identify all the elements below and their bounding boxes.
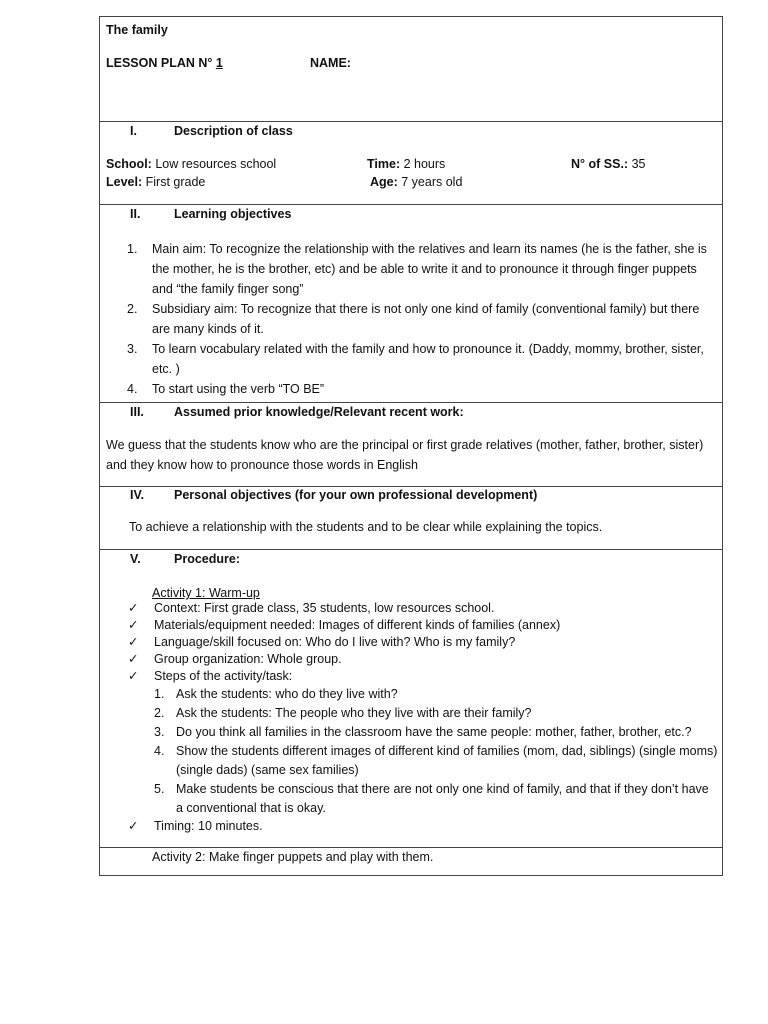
- checklist-item: [128, 617, 718, 634]
- step-number: 1.: [154, 687, 165, 701]
- lesson-plan-number: 1: [215, 56, 223, 70]
- section-heading: Assumed prior knowledge/Relevant recent work:: [174, 405, 464, 419]
- checkmark-icon: ✓: [128, 635, 139, 649]
- objective-number: 2.: [127, 302, 138, 316]
- section-numeral: II.: [130, 207, 141, 221]
- step-item: [154, 780, 718, 818]
- step-item: [154, 704, 718, 723]
- objective-text: To start using the verb “TO BE”: [152, 382, 325, 396]
- level-label: Level:: [106, 175, 143, 189]
- age-field: [370, 175, 462, 189]
- lesson-plan-label-text: LESSON PLAN N°: [106, 56, 216, 70]
- lesson-plan-table: [99, 16, 723, 876]
- language-text: Language/skill focused on: Who do I live with? Who is my family?: [154, 635, 516, 649]
- objective-item: [127, 299, 719, 339]
- objectives-list: [127, 239, 719, 399]
- procedure-section: [100, 550, 722, 848]
- section-heading: Learning objectives: [174, 207, 292, 221]
- step-text: Ask the students: The people who they live with are their family?: [176, 706, 532, 720]
- step-number: 4.: [154, 744, 165, 758]
- lesson-title: The family: [106, 23, 168, 37]
- timing-text: Timing: 10 minutes.: [154, 819, 263, 833]
- objective-number: 3.: [127, 342, 138, 356]
- checklist-item: [128, 651, 718, 668]
- students-count-value: 35: [628, 157, 646, 171]
- step-item: [154, 742, 718, 780]
- objective-text: Main aim: To recognize the relationship with the relatives and learn its names (he is the father, she is the mother, he is the brother, etc) and be able to write it and to pronounce it through finger puppets and “the family finger song”: [152, 242, 707, 296]
- checklist-item: [128, 818, 718, 835]
- objective-item: [127, 239, 719, 299]
- activity-1-checklist: [128, 600, 718, 835]
- step-item: [154, 723, 718, 742]
- step-text: Ask the students: who do they live with?: [176, 687, 398, 701]
- objectives-section: [100, 205, 722, 403]
- school-label: School:: [106, 157, 152, 171]
- personal-objectives-text: To achieve a relationship with the students and to be clear while explaining the topics.: [129, 520, 603, 534]
- objective-number: 1.: [127, 242, 138, 256]
- step-number: 5.: [154, 782, 165, 796]
- level-field: [106, 175, 205, 189]
- lesson-plan-label: [106, 56, 223, 70]
- time-label: Time:: [367, 157, 401, 171]
- section-heading: Description of class: [174, 124, 293, 138]
- school-value: Low resources school: [151, 157, 277, 171]
- section-numeral: III.: [130, 405, 144, 419]
- step-item: [154, 685, 718, 704]
- step-number: 3.: [154, 725, 165, 739]
- age-label: Age:: [370, 175, 398, 189]
- step-text: Do you think all families in the classroom have the same people: mother, father, brother, etc.?: [176, 725, 692, 739]
- checkmark-icon: ✓: [128, 618, 139, 632]
- time-value: 2 hours: [400, 157, 446, 171]
- steps-label: Steps of the activity/task:: [154, 669, 293, 683]
- section-numeral: IV.: [130, 488, 145, 502]
- level-value: First grade: [142, 175, 206, 189]
- objective-text: Subsidiary aim: To recognize that there is not only one kind of family (conventional family) but there are many kinds of it.: [152, 302, 700, 336]
- context-text: Context: First grade class, 35 students, low resources school.: [154, 601, 495, 615]
- group-text: Group organization: Whole group.: [154, 652, 342, 666]
- age-value: 7 years old: [397, 175, 463, 189]
- objective-item: [127, 379, 719, 399]
- prior-knowledge-section: [100, 403, 722, 487]
- personal-objectives-section: [100, 487, 722, 550]
- activity-2-section: [100, 848, 722, 877]
- objective-text: To learn vocabulary related with the family and how to pronounce it. (Daddy, mommy, brother, sister, etc. ): [152, 342, 704, 376]
- section-heading: Procedure:: [174, 552, 240, 566]
- students-count-label: N° of SS.:: [571, 157, 629, 171]
- prior-knowledge-text: We guess that the students know who are the principal or first grade relatives (mother, father, brother, sister) and they know how to pronounce those words in English: [106, 438, 704, 472]
- checkmark-icon: ✓: [128, 652, 139, 666]
- checkmark-icon: ✓: [128, 601, 139, 615]
- header-section: [100, 17, 722, 122]
- step-text: Show the students different images of different kind of families (mom, dad, siblings) (single moms) (single dads) (same sex families): [176, 744, 718, 777]
- checkmark-icon: ✓: [128, 669, 139, 683]
- step-text: Make students be conscious that there are not only one kind of family, and that if they don’t have a conventional that is okay.: [176, 782, 709, 815]
- objective-number: 4.: [127, 382, 138, 396]
- checkmark-icon: ✓: [128, 819, 139, 833]
- checklist-item: [128, 668, 718, 685]
- activity-1-title: Activity 1: Warm-up: [152, 586, 260, 600]
- activity-2-text: Activity 2: Make finger puppets and play with them.: [152, 850, 434, 864]
- checklist-item: [128, 600, 718, 617]
- name-label: NAME:: [310, 56, 351, 70]
- objective-item: [127, 339, 719, 379]
- section-heading: Personal objectives (for your own professional development): [174, 488, 538, 502]
- steps-list: [128, 685, 718, 818]
- materials-text: Materials/equipment needed: Images of different kinds of families (annex): [154, 618, 561, 632]
- section-numeral: I.: [130, 124, 137, 138]
- students-count-field: [571, 157, 645, 171]
- description-section: [100, 122, 722, 205]
- section-numeral: V.: [130, 552, 141, 566]
- checklist-item: [128, 634, 718, 651]
- step-number: 2.: [154, 706, 165, 720]
- time-field: [367, 157, 445, 171]
- school-field: [106, 157, 276, 171]
